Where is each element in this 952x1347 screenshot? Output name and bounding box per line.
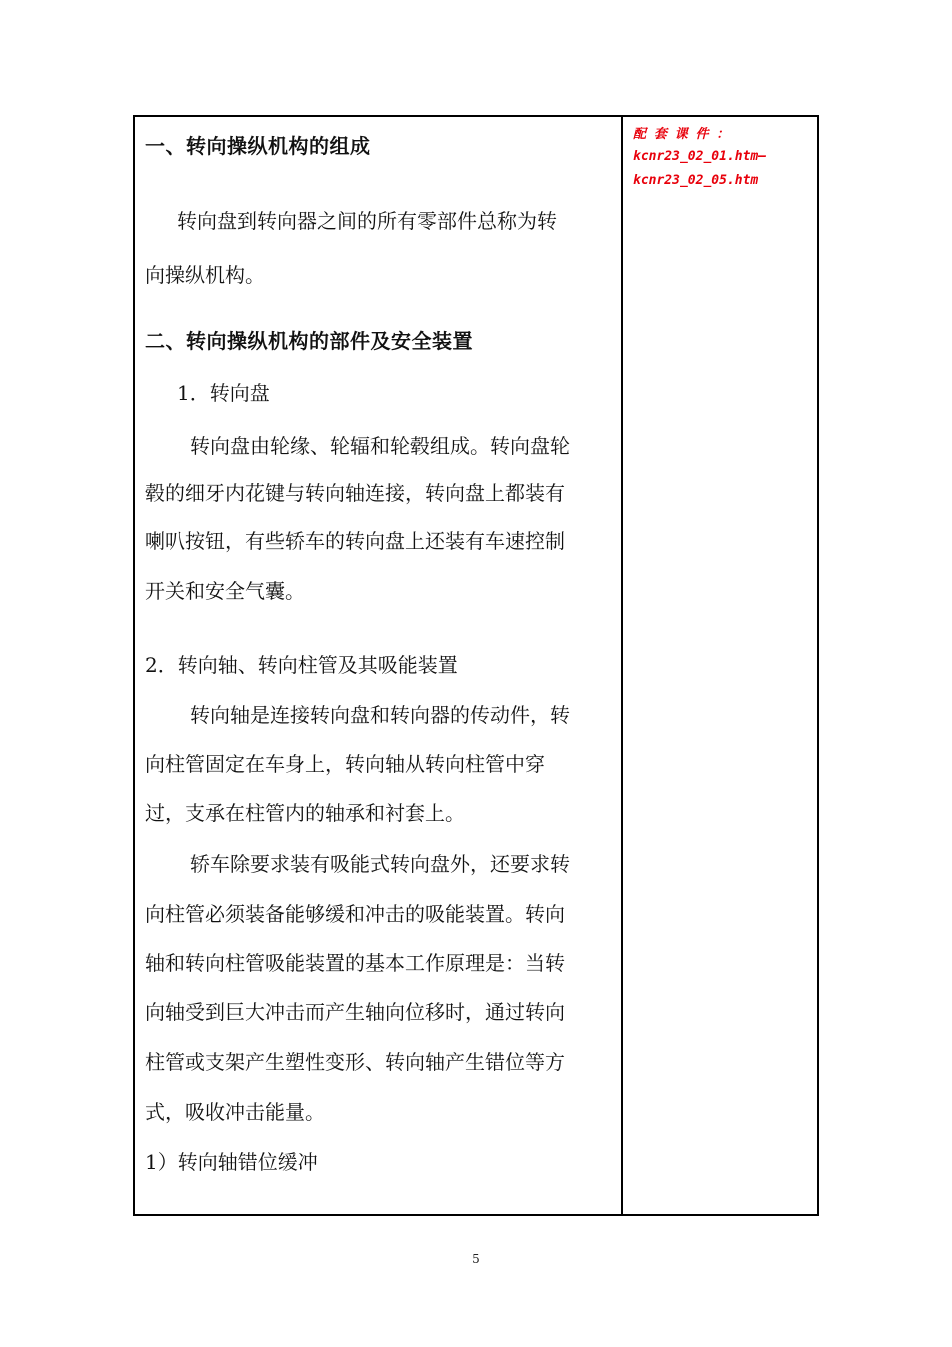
paragraph-line: 柱管或支架产生塑性变形、转向轴产生错位等方 <box>145 1050 565 1074</box>
document-table <box>133 115 819 1216</box>
paragraph-line: 毂的细牙内花键与转向轴连接，转向盘上都装有 <box>145 481 565 505</box>
section-heading-1: 一、转向操纵机构的组成 <box>145 134 371 158</box>
courseware-link-end[interactable]: kcnr23_02_05.htm <box>633 173 759 188</box>
paragraph-line: 开关和安全气囊。 <box>145 579 305 603</box>
courseware-note-title: 配 套 课 件 ： <box>633 127 730 142</box>
page-number: 5 <box>472 1252 480 1266</box>
paragraph-line: 式，吸收冲击能量。 <box>145 1100 325 1124</box>
paragraph-line: 转向盘到转向器之间的所有零部件总称为转 <box>177 209 557 233</box>
courseware-link-start[interactable]: kcnr23_02_01.htm— <box>633 149 767 164</box>
paragraph-line: 喇叭按钮，有些轿车的转向盘上还装有车速控制 <box>145 529 565 553</box>
subheading-steering-wheel: 1．转向盘 <box>177 381 270 405</box>
paragraph-line: 向轴受到巨大冲击而产生轴向位移时，通过转向 <box>145 1000 565 1024</box>
paragraph-line: 轴和转向柱管吸能装置的基本工作原理是：当转 <box>145 951 565 975</box>
paragraph-line: 向柱管必须装备能够缓和冲击的吸能装置。转向 <box>145 902 565 926</box>
paragraph-line: 向柱管固定在车身上，转向轴从转向柱管中穿 <box>145 752 545 776</box>
subheading-shaft-offset-buffer: 1）转向轴错位缓冲 <box>145 1150 318 1174</box>
side-notes-cell <box>623 117 817 1214</box>
main-content-cell <box>135 117 621 1214</box>
paragraph-line: 轿车除要求装有吸能式转向盘外，还要求转 <box>190 852 570 876</box>
subheading-steering-shaft: 2．转向轴、转向柱管及其吸能装置 <box>145 653 458 677</box>
paragraph-line: 过，支承在柱管内的轴承和衬套上。 <box>145 801 465 825</box>
section-heading-2: 二、转向操纵机构的部件及安全装置 <box>145 329 473 353</box>
paragraph-line: 向操纵机构。 <box>145 263 265 287</box>
paragraph-line: 转向轴是连接转向盘和转向器的传动件，转 <box>190 703 570 727</box>
paragraph-line: 转向盘由轮缘、轮辐和轮毂组成。转向盘轮 <box>190 434 570 458</box>
